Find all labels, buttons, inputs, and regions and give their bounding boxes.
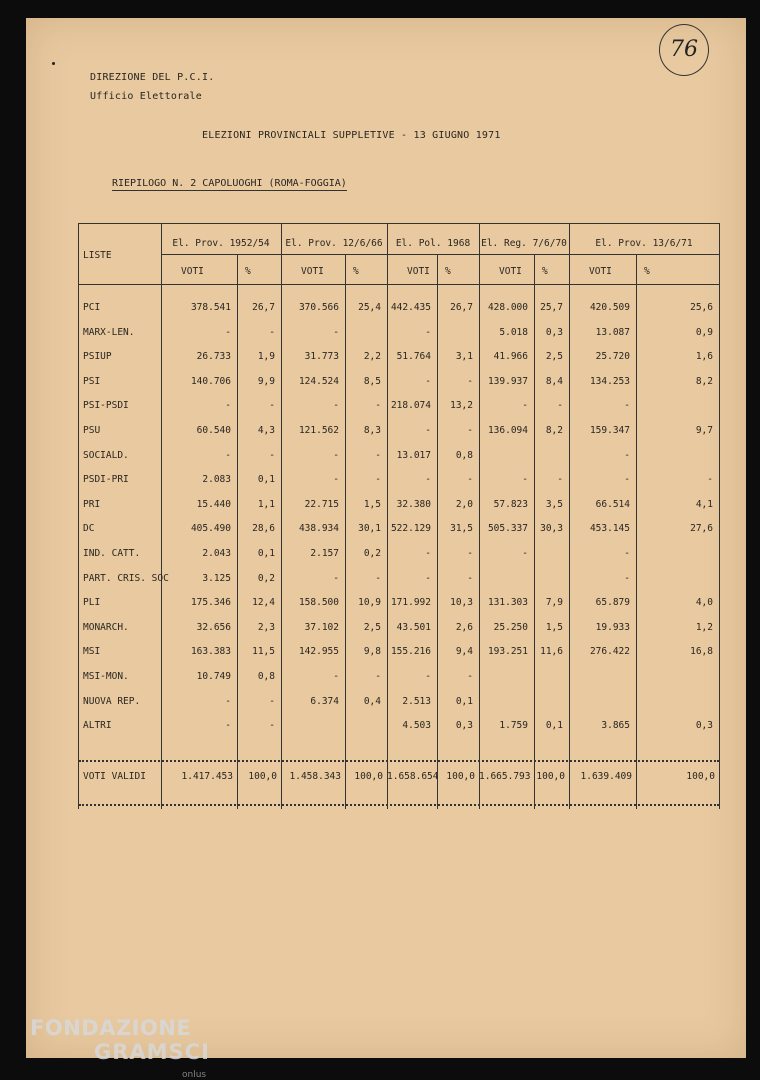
table-cell: 2,6 xyxy=(455,621,473,633)
table-cell: - xyxy=(624,474,630,486)
table-cell: 0,3 xyxy=(545,326,563,338)
table-cell: 0,3 xyxy=(695,720,713,732)
table-cell: 3.865 xyxy=(601,720,630,732)
row-label: PRI xyxy=(83,498,101,510)
table-cell: - xyxy=(333,671,339,682)
total-cell: 1.665.793 xyxy=(479,771,531,782)
table-cell: - xyxy=(333,400,339,412)
table-cell: 124.524 xyxy=(298,375,339,387)
row-label: MONARCH. xyxy=(83,621,129,633)
table-cell: 13.017 xyxy=(396,449,431,461)
table-cell: - xyxy=(425,425,431,436)
table-cell: 31,5 xyxy=(450,523,473,535)
pct-subheader: % xyxy=(542,266,548,277)
table-cell: - xyxy=(333,572,339,584)
row-label: PSDI-PRI xyxy=(83,474,129,486)
table-cell: 11,5 xyxy=(252,646,275,658)
table-cell: 9,8 xyxy=(363,646,381,658)
watermark-fondazione: FONDAZIONE xyxy=(30,1016,192,1040)
election-header: El. Pol. 1968 xyxy=(395,238,471,249)
table-cell: 0,2 xyxy=(363,548,381,559)
total-divider-top xyxy=(79,760,719,762)
row-label: MSI xyxy=(83,646,101,658)
table-cell: 438.934 xyxy=(298,523,339,535)
table-cell: 9,7 xyxy=(695,425,713,436)
table-cell: 8,5 xyxy=(363,375,381,387)
table-cell: - xyxy=(425,375,431,387)
row-label: PSU xyxy=(83,425,101,436)
table-cell: 2,5 xyxy=(545,351,563,363)
table-cell: 2.513 xyxy=(402,695,431,707)
total-cell: 1.417.453 xyxy=(181,771,233,782)
table-cell: 8,4 xyxy=(545,375,563,387)
voti-subheader: VOTI xyxy=(181,266,204,277)
total-cell: 1.639.409 xyxy=(580,771,632,782)
row-label: ALTRI xyxy=(83,720,112,732)
table-cell: - xyxy=(467,474,473,486)
table-cell: 2,5 xyxy=(363,621,381,633)
table-cell: 134.253 xyxy=(589,375,630,387)
row-label: PSIUP xyxy=(83,351,112,363)
table-cell: - xyxy=(467,375,473,387)
table-cell: - xyxy=(522,474,528,486)
section-heading: RIEPILOGO N. 2 CAPOLUOGHI (ROMA-FOGGIA) xyxy=(112,178,347,189)
table-cell: - xyxy=(467,572,473,584)
election-header: El. Prov. 13/6/71 xyxy=(595,238,693,249)
table-cell: 19.933 xyxy=(595,621,630,633)
table-cell: 7,9 xyxy=(545,597,563,609)
org-name: DIREZIONE DEL P.C.I. xyxy=(90,72,215,83)
table-cell: 41.966 xyxy=(493,351,528,363)
table-cell: 28,6 xyxy=(252,523,275,535)
table-cell: 420.509 xyxy=(589,302,630,313)
total-cell: 100,0 xyxy=(686,771,715,782)
table-cell: 1,1 xyxy=(257,498,275,510)
table-cell: - xyxy=(624,548,630,559)
voti-subheader: VOTI xyxy=(589,266,612,277)
table-cell: 0,1 xyxy=(455,695,473,707)
table-cell: - xyxy=(467,425,473,436)
table-cell: 3.125 xyxy=(202,572,231,584)
table-cell: 31.773 xyxy=(304,351,339,363)
table-cell: 1,5 xyxy=(363,498,381,510)
ink-dot xyxy=(52,62,55,65)
table-cell: - xyxy=(425,326,431,338)
table-cell: - xyxy=(425,548,431,559)
table-cell: 57.823 xyxy=(493,498,528,510)
table-cell: 5.018 xyxy=(499,326,528,338)
table-cell: - xyxy=(624,572,630,584)
table-cell: - xyxy=(269,695,275,707)
table-cell: 2.043 xyxy=(202,548,231,559)
table-cell: 43.501 xyxy=(396,621,431,633)
table-cell: 16,8 xyxy=(690,646,713,658)
table-cell: 8,3 xyxy=(363,425,381,436)
table-cell: 30,3 xyxy=(540,523,563,535)
page-number-stamp: 76 xyxy=(659,24,709,76)
table-cell: - xyxy=(425,474,431,486)
election-header: El. Prov. 12/6/66 xyxy=(285,238,383,249)
table-cell: - xyxy=(624,400,630,412)
table-cell: 2,2 xyxy=(363,351,381,363)
table-cell: 26,7 xyxy=(252,302,275,313)
table-cell: 22.715 xyxy=(304,498,339,510)
total-divider-bottom xyxy=(79,804,719,806)
table-cell: 522.129 xyxy=(390,523,431,535)
table-cell: - xyxy=(522,548,528,559)
table-cell: 175.346 xyxy=(190,597,231,609)
table-cell: 0,1 xyxy=(257,474,275,486)
table-cell: 12,4 xyxy=(252,597,275,609)
table-cell: 9,4 xyxy=(455,646,473,658)
table-cell: 26.733 xyxy=(196,351,231,363)
election-header: El. Prov. 1952/54 xyxy=(172,238,270,249)
table-cell: 25,4 xyxy=(358,302,381,313)
table-cell: - xyxy=(375,449,381,461)
table-cell: - xyxy=(467,671,473,682)
table-cell: 10,3 xyxy=(450,597,473,609)
table-cell: 2,3 xyxy=(257,621,275,633)
table-cell: 37.102 xyxy=(304,621,339,633)
table-cell: 405.490 xyxy=(190,523,231,535)
table-cell: 10,9 xyxy=(358,597,381,609)
row-label: PART. CRIS. SOC xyxy=(83,572,169,584)
table-cell: 2,0 xyxy=(455,498,473,510)
table-cell: - xyxy=(225,326,231,338)
table-cell: 193.251 xyxy=(487,646,528,658)
table-cell: 60.540 xyxy=(196,425,231,436)
table-cell: 0,8 xyxy=(455,449,473,461)
table-cell: 139.937 xyxy=(487,375,528,387)
table-cell: 155.216 xyxy=(390,646,431,658)
document-title: ELEZIONI PROVINCIALI SUPPLETIVE - 13 GIUGNO 1971 xyxy=(202,130,501,141)
table-cell: - xyxy=(522,400,528,412)
table-cell: - xyxy=(225,400,231,412)
table-cell: - xyxy=(557,474,563,486)
pct-subheader: % xyxy=(644,266,650,277)
table-cell: 4.503 xyxy=(402,720,431,732)
pct-subheader: % xyxy=(353,266,359,277)
table-cell: 140.706 xyxy=(190,375,231,387)
table-cell: - xyxy=(269,449,275,461)
column-header-liste: LISTE xyxy=(83,250,112,261)
table-cell: 32.380 xyxy=(396,498,431,510)
table-cell: 51.764 xyxy=(396,351,431,363)
table-cell: - xyxy=(225,449,231,461)
table-cell: 0,1 xyxy=(545,720,563,732)
voti-subheader: VOTI xyxy=(499,266,522,277)
table-cell: 0,1 xyxy=(257,548,275,559)
table-cell: 1,9 xyxy=(257,351,275,363)
row-label: NUOVA REP. xyxy=(83,695,141,707)
total-cell: 100,0 xyxy=(536,771,565,782)
table-cell: 15.440 xyxy=(196,498,231,510)
table-cell: 26,7 xyxy=(450,302,473,313)
table-cell: 6.374 xyxy=(310,695,339,707)
table-cell: 121.562 xyxy=(298,425,339,436)
document-page xyxy=(26,18,746,1080)
table-cell: - xyxy=(375,400,381,412)
table-cell: 13.087 xyxy=(595,326,630,338)
table-cell: - xyxy=(557,400,563,412)
table-cell: 65.879 xyxy=(595,597,630,609)
pct-subheader: % xyxy=(245,266,251,277)
table-cell: 32.656 xyxy=(196,621,231,633)
election-header: El. Reg. 7/6/70 xyxy=(481,238,567,249)
table-cell: 442.435 xyxy=(390,302,431,313)
table-cell: 1.759 xyxy=(499,720,528,732)
table-cell: 171.992 xyxy=(390,597,431,609)
pct-subheader: % xyxy=(445,266,451,277)
table-cell: - xyxy=(225,720,231,732)
table-cell: 158.500 xyxy=(298,597,339,609)
table-cell: 0,3 xyxy=(455,720,473,732)
table-cell: 276.422 xyxy=(589,646,630,658)
table-cell: 10.749 xyxy=(196,671,231,682)
table-cell: 4,1 xyxy=(695,498,713,510)
table-cell: 1,6 xyxy=(695,351,713,363)
table-cell: 66.514 xyxy=(595,498,630,510)
watermark-onlus: onlus xyxy=(182,1070,207,1080)
table-cell: - xyxy=(333,449,339,461)
table-cell: 13,2 xyxy=(450,400,473,412)
voti-subheader: VOTI xyxy=(407,266,430,277)
table-cell: 3,5 xyxy=(545,498,563,510)
table-cell: 8,2 xyxy=(695,375,713,387)
row-label: PSI xyxy=(83,375,101,387)
header-divider xyxy=(161,254,719,255)
table-cell: - xyxy=(269,720,275,732)
table-cell: 218.074 xyxy=(390,400,431,412)
table-cell: 1,2 xyxy=(695,621,713,633)
table-cell: - xyxy=(425,572,431,584)
total-cell: 1.458.343 xyxy=(289,771,341,782)
total-cell: 100,0 xyxy=(248,771,277,782)
voti-subheader: VOTI xyxy=(301,266,324,277)
table-cell: 131.303 xyxy=(487,597,528,609)
table-cell: 8,2 xyxy=(545,425,563,436)
row-label: IND. CATT. xyxy=(83,548,141,559)
watermark-gramsci: GRAMSCI xyxy=(94,1040,210,1064)
table-cell: 378.541 xyxy=(190,302,231,313)
table-cell: - xyxy=(333,474,339,486)
table-cell: 163.383 xyxy=(190,646,231,658)
election-results-table xyxy=(78,223,720,809)
table-cell: - xyxy=(375,474,381,486)
table-cell: 142.955 xyxy=(298,646,339,658)
table-cell: - xyxy=(624,449,630,461)
table-cell: - xyxy=(467,548,473,559)
table-cell: 2.083 xyxy=(202,474,231,486)
table-cell: 27,6 xyxy=(690,523,713,535)
total-label: VOTI VALIDI xyxy=(83,771,146,782)
table-cell: - xyxy=(375,671,381,682)
table-cell: 25.250 xyxy=(493,621,528,633)
table-cell: 136.094 xyxy=(487,425,528,436)
header-bottom-rule xyxy=(79,284,719,285)
row-label: PCI xyxy=(83,302,101,313)
table-cell: - xyxy=(333,326,339,338)
table-cell: - xyxy=(375,572,381,584)
table-cell: 3,1 xyxy=(455,351,473,363)
table-cell: 4,0 xyxy=(695,597,713,609)
table-cell: 2.157 xyxy=(310,548,339,559)
row-label: PSI-PSDI xyxy=(83,400,129,412)
row-label: DC xyxy=(83,523,95,535)
total-cell: 100,0 xyxy=(446,771,475,782)
total-cell: 100,0 xyxy=(354,771,383,782)
table-cell: 9,9 xyxy=(257,375,275,387)
table-cell: - xyxy=(707,474,713,486)
table-cell: 0,4 xyxy=(363,695,381,707)
table-cell: 30,1 xyxy=(358,523,381,535)
row-label: PLI xyxy=(83,597,101,609)
table-cell: - xyxy=(269,400,275,412)
table-cell: 0,8 xyxy=(257,671,275,682)
org-office: Ufficio Elettorale xyxy=(90,91,202,102)
total-cell: 1.658.654 xyxy=(387,771,439,782)
table-cell: 453.145 xyxy=(589,523,630,535)
table-cell: 4,3 xyxy=(257,425,275,436)
row-label: SOCIALD. xyxy=(83,449,129,461)
table-cell: 25.720 xyxy=(595,351,630,363)
table-cell: 505.337 xyxy=(487,523,528,535)
table-cell: 159.347 xyxy=(589,425,630,436)
table-cell: 428.000 xyxy=(487,302,528,313)
table-cell: 0,9 xyxy=(695,326,713,338)
table-cell: 25,7 xyxy=(540,302,563,313)
table-cell: 0,2 xyxy=(257,572,275,584)
table-cell: 1,5 xyxy=(545,621,563,633)
table-cell: - xyxy=(225,695,231,707)
row-label: MSI-MON. xyxy=(83,671,129,682)
table-cell: 370.566 xyxy=(298,302,339,313)
table-cell: 11,6 xyxy=(540,646,563,658)
table-cell: 25,6 xyxy=(690,302,713,313)
row-label: MARX-LEN. xyxy=(83,326,135,338)
table-cell: - xyxy=(425,671,431,682)
table-cell: - xyxy=(269,326,275,338)
